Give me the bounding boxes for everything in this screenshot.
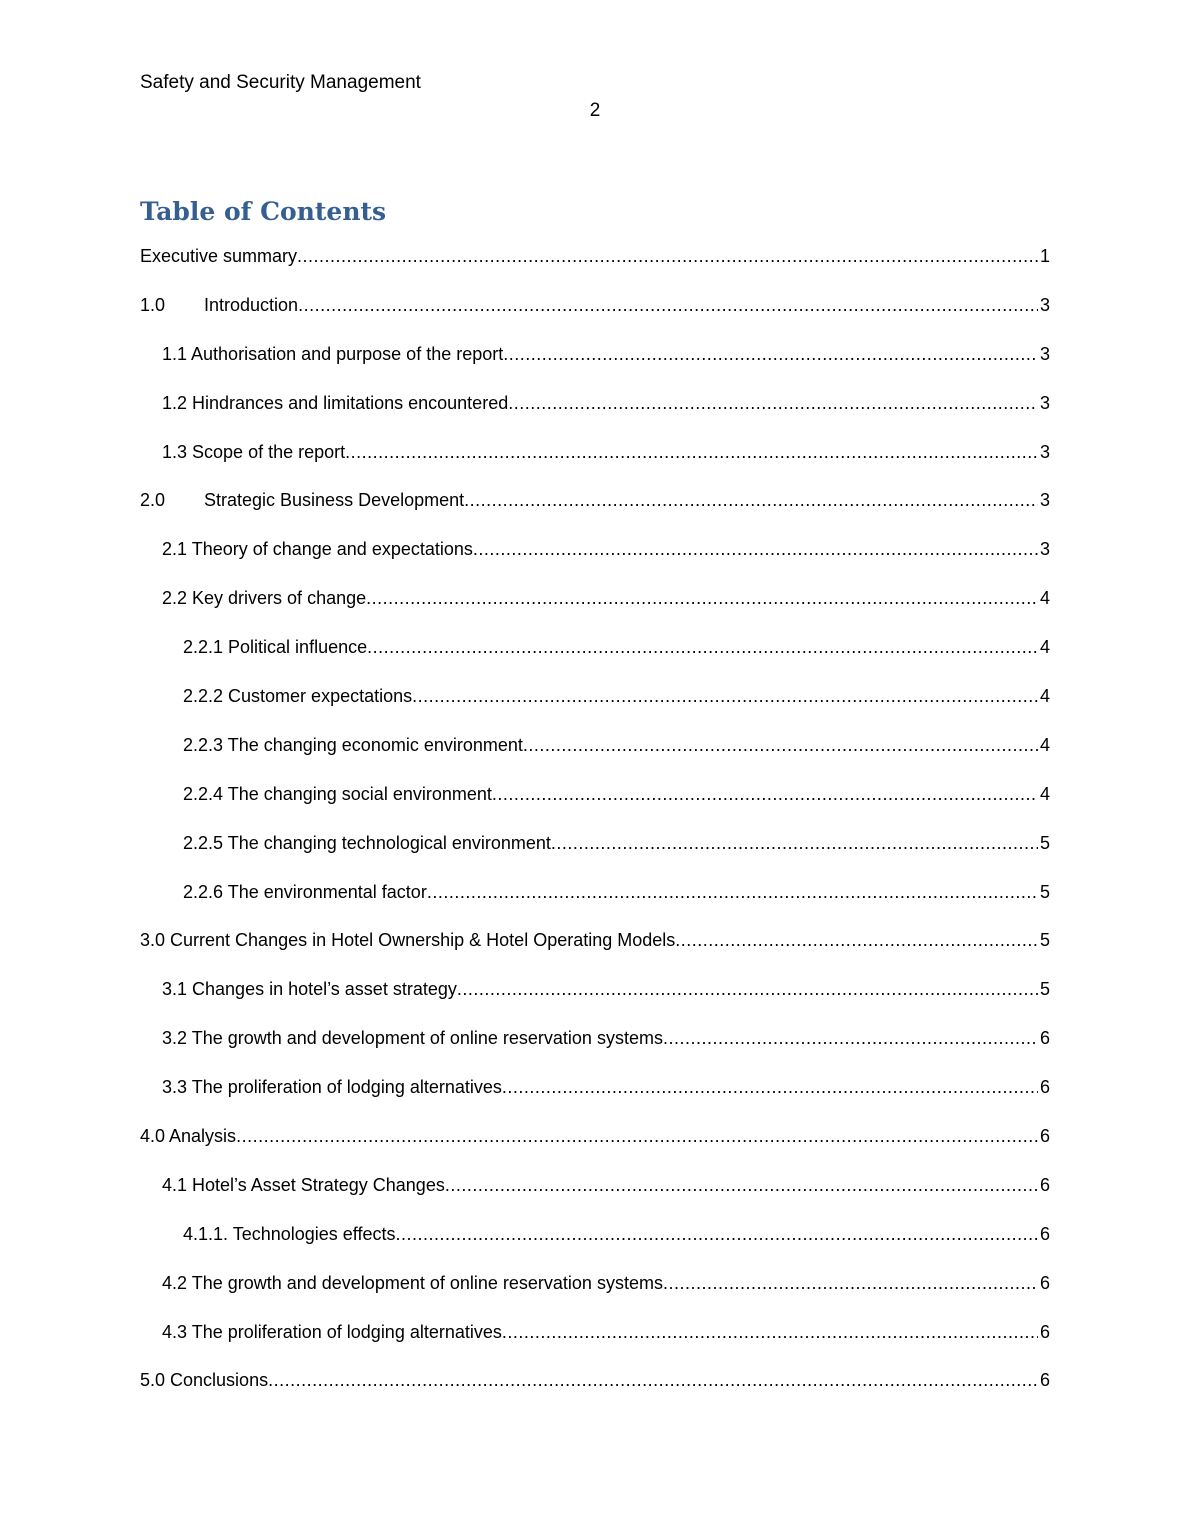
- toc-entry-page: 6: [1039, 1321, 1050, 1342]
- toc-dot-leader: [427, 879, 1038, 905]
- toc-entry[interactable]: [140, 976, 1050, 1025]
- toc-dot-leader: [508, 390, 1038, 416]
- toc-entry[interactable]: [140, 1172, 1050, 1221]
- toc-entry-title: 4.1 Hotel’s Asset Strategy Changes: [162, 1174, 445, 1195]
- toc-entry-page: 4: [1039, 588, 1050, 609]
- toc-entry-title: 2.2.6 The environmental factor: [183, 881, 427, 902]
- toc-dot-leader: [236, 1123, 1038, 1149]
- toc-entry[interactable]: [140, 1074, 1050, 1123]
- toc-entry-title: 2.2.1 Political influence: [183, 637, 368, 658]
- toc-entry-page: 3: [1039, 392, 1050, 413]
- toc-dot-leader: [663, 1025, 1038, 1051]
- toc-dot-leader: [502, 1074, 1038, 1100]
- toc-entry-page: 6: [1039, 1272, 1050, 1293]
- toc-entry[interactable]: [140, 292, 1050, 341]
- toc-entry[interactable]: [140, 683, 1050, 732]
- toc-entry-title: Strategic Business Development: [204, 490, 465, 511]
- toc-entry-page: 5: [1039, 881, 1050, 902]
- toc-entry[interactable]: [140, 243, 1050, 292]
- toc-entry-title: 3.2 The growth and development of online reservation systems: [162, 1028, 663, 1049]
- toc-entry-page: 4: [1039, 783, 1050, 804]
- toc-entry-page: 3: [1039, 539, 1050, 560]
- toc-entry-page: 3: [1039, 343, 1050, 364]
- toc-entry-title: 4.3 The proliferation of lodging alternatives: [162, 1321, 502, 1342]
- toc-entry-title: 1.3 Scope of the report: [162, 441, 346, 462]
- toc-dot-leader: [395, 1221, 1038, 1247]
- toc-entry-title: 4.2 The growth and development of online reservation systems: [162, 1272, 663, 1293]
- toc-entry-page: 4: [1039, 686, 1050, 707]
- toc-entry-title: 3.0 Current Changes in Hotel Ownership & Hotel Operating Models: [140, 930, 676, 951]
- toc-entry-page: 3: [1039, 490, 1050, 511]
- toc-entry[interactable]: [140, 879, 1050, 928]
- toc-entry[interactable]: [140, 1123, 1050, 1172]
- toc-dot-leader: [551, 830, 1038, 856]
- toc-dot-leader: [473, 536, 1038, 562]
- toc-entry-title: 2.2.5 The changing technological environment: [183, 832, 551, 853]
- toc-dot-leader: [675, 927, 1038, 953]
- toc-entry-title: Executive summary: [140, 246, 298, 266]
- toc-entry-title: 4.1.1. Technologies effects: [183, 1223, 396, 1244]
- toc-dot-leader: [502, 1319, 1038, 1345]
- toc-entry-page: 5: [1039, 832, 1050, 853]
- toc-entry-title: Introduction: [204, 294, 299, 315]
- toc-entry[interactable]: [140, 732, 1050, 781]
- toc-entry-page: 3: [1039, 441, 1050, 462]
- toc-entry-page: 6: [1039, 1126, 1050, 1147]
- toc-dot-leader: [366, 585, 1038, 611]
- toc-heading: Table of Contents: [140, 197, 387, 226]
- toc-entry-page: 6: [1039, 1223, 1050, 1244]
- toc-entry-page: 5: [1039, 930, 1050, 951]
- toc-dot-leader: [464, 487, 1038, 513]
- toc-entry-page: 6: [1039, 1077, 1050, 1098]
- toc-dot-leader: [367, 634, 1038, 660]
- toc-dot-leader: [268, 1367, 1038, 1393]
- toc-entry[interactable]: [140, 927, 1050, 976]
- toc-entry[interactable]: [140, 781, 1050, 830]
- running-header-title: Safety and Security Management: [140, 72, 421, 93]
- toc-entry-title: 2.2 Key drivers of change: [162, 588, 367, 609]
- toc-entry[interactable]: [140, 585, 1050, 634]
- toc-entry[interactable]: [140, 1270, 1050, 1319]
- toc-entry-title: 3.1 Changes in hotel’s asset strategy: [162, 979, 457, 1000]
- toc-entry[interactable]: [140, 634, 1050, 683]
- toc-entry[interactable]: [140, 439, 1050, 488]
- toc-entry-page: 1: [1039, 246, 1050, 266]
- toc-entry-title: 2.2.2 Customer expectations: [183, 686, 413, 707]
- toc-entry-title: 1.2 Hindrances and limitations encountered: [162, 392, 509, 413]
- toc-dot-leader: [523, 732, 1038, 758]
- toc-dot-leader: [503, 341, 1038, 367]
- toc-entry-title: 4.0 Analysis: [140, 1126, 237, 1147]
- toc-dot-leader: [345, 439, 1038, 465]
- toc-entry[interactable]: [140, 1367, 1050, 1416]
- toc-entry[interactable]: [140, 830, 1050, 879]
- toc-dot-leader: [457, 976, 1038, 1002]
- toc-entry[interactable]: [140, 1025, 1050, 1074]
- page-number: 2: [589, 100, 601, 121]
- toc-entry-page: 6: [1039, 1028, 1050, 1049]
- toc-entry-page: 4: [1039, 734, 1050, 755]
- toc-dot-leader: [492, 781, 1038, 807]
- toc-entry-title: 2.2.4 The changing social environment: [183, 783, 492, 804]
- toc-entry-page: 5: [1039, 979, 1050, 1000]
- toc-entry-page: 6: [1039, 1370, 1050, 1391]
- toc-dot-leader: [663, 1270, 1038, 1296]
- toc-entry[interactable]: [140, 1319, 1050, 1368]
- toc-entry[interactable]: [140, 390, 1050, 439]
- toc-entry-title: 1.1 Authorisation and purpose of the report: [162, 343, 504, 364]
- toc-entry[interactable]: [140, 341, 1050, 390]
- toc-dot-leader: [297, 243, 1038, 269]
- toc-list: [140, 243, 1050, 1416]
- toc-entry-page: 3: [1039, 294, 1050, 315]
- toc-entry[interactable]: [140, 536, 1050, 585]
- toc-entry[interactable]: [140, 1221, 1050, 1270]
- toc-entry[interactable]: [140, 487, 1050, 536]
- toc-entry-title: 2.2.3 The changing economic environment: [183, 734, 523, 755]
- toc-entry-page: 4: [1039, 637, 1050, 658]
- toc-dot-leader: [445, 1172, 1038, 1198]
- toc-entry-page: 6: [1039, 1174, 1050, 1195]
- toc-dot-leader: [298, 292, 1038, 318]
- toc-entry-number: 1.0: [140, 294, 166, 315]
- toc-entry-number: 2.0: [140, 490, 166, 511]
- toc-entry-title: 5.0 Conclusions: [140, 1370, 269, 1391]
- toc-dot-leader: [412, 683, 1038, 709]
- toc-entry-title: 3.3 The proliferation of lodging alternatives: [162, 1077, 502, 1098]
- toc-entry-title: 2.1 Theory of change and expectations: [162, 539, 473, 560]
